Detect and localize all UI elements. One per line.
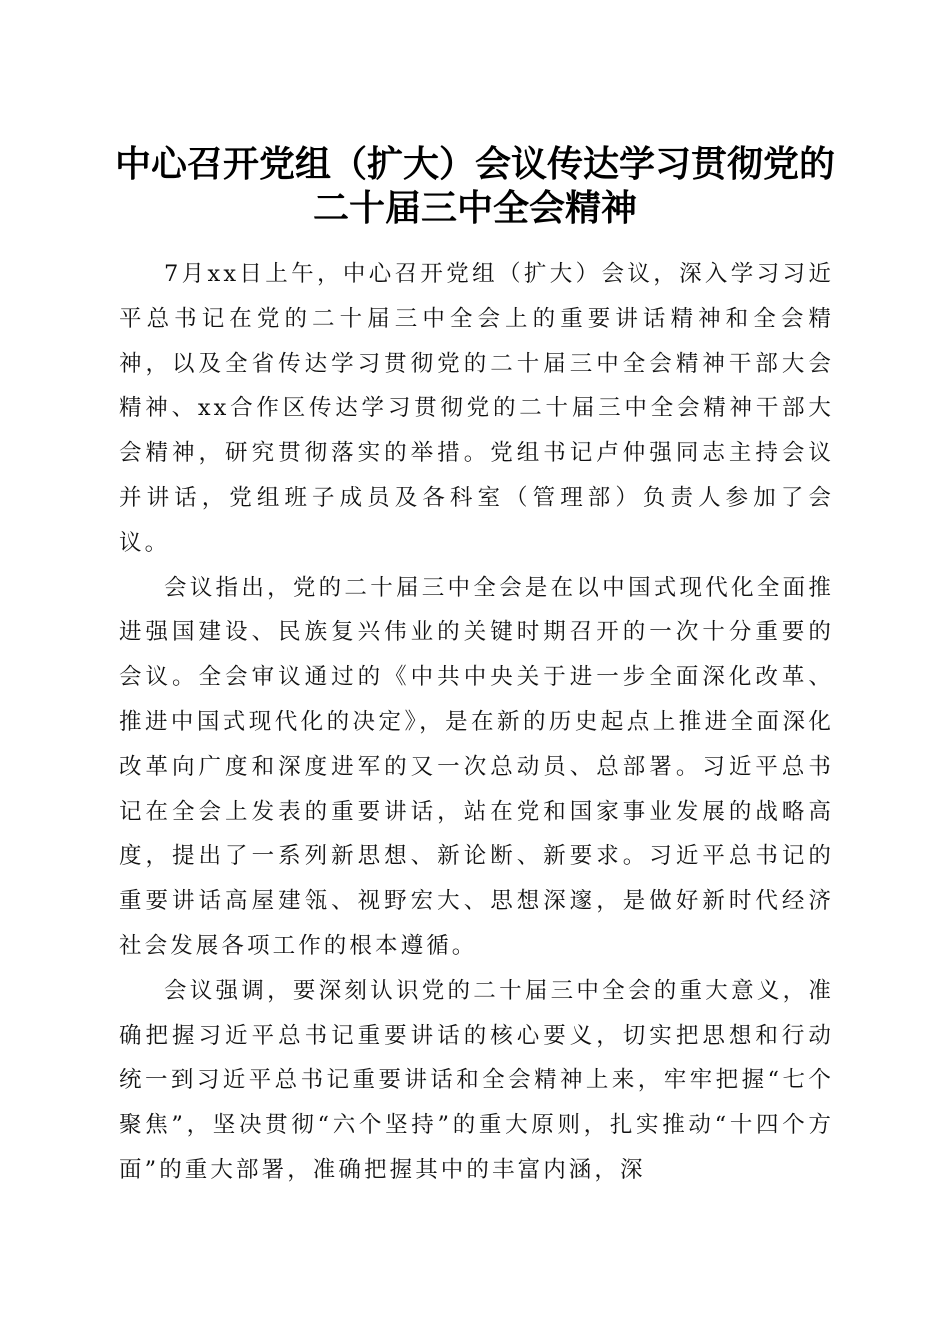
document-title-line-1: 中心召开党组（扩大）会议传达学习贯彻党的 [114, 143, 835, 185]
paragraph-2: 会议指出，党的二十届三中全会是在以中国式现代化全面推进强国建设、民族复兴伟业的关键时期召开的一次十分重要的会议。全会审议通过的《中共中央关于进一步全面深化改革、推进中国式现代化的决定》，是在新的历史起点上推进全面深化改革向广度和深度进军的又一次总动员、总部署。习近平总书记在全会上发表的重要讲话，站在党和国家事业发展的战略高度，提出了一系列新思想、新论断、新要求。习近平总书记的重要讲话高屋建瓴、视野宏大、思想深邃，是做好新时代经济社会发展各项工作的根本遵循。 [119, 574, 834, 959]
document-title-line-2: 二十届三中全会精神 [312, 187, 637, 229]
paragraph-3: 会议强调，要深刻认识党的二十届三中全会的重大意义，准确把握习近平总书记重要讲话的核心要义，切实把思想和行动统一到习近平总书记重要讲话和全会精神上来，牢牢把握“七个聚焦”，坚决贯彻“六个坚持”的重大原则，扎实推动“十四个方面”的重大部署，准确把握其中的丰富内涵，深 [119, 977, 834, 1183]
paragraph-1: 7月xx日上午，中心召开党组（扩大）会议，深入学习习近平总书记在党的二十届三中全会上的重要讲话精神和全会精神，以及全省传达学习贯彻党的二十届三中全会精神干部大会精神、xx合作区传达学习贯彻党的二十届三中全会精神干部大会精神，研究贯彻落实的举措。党组书记卢仲强同志主持会议并讲话，党组班子成员及各科室（管理部）负责人参加了会议。 [119, 261, 834, 556]
document-body [119, 252, 834, 1193]
